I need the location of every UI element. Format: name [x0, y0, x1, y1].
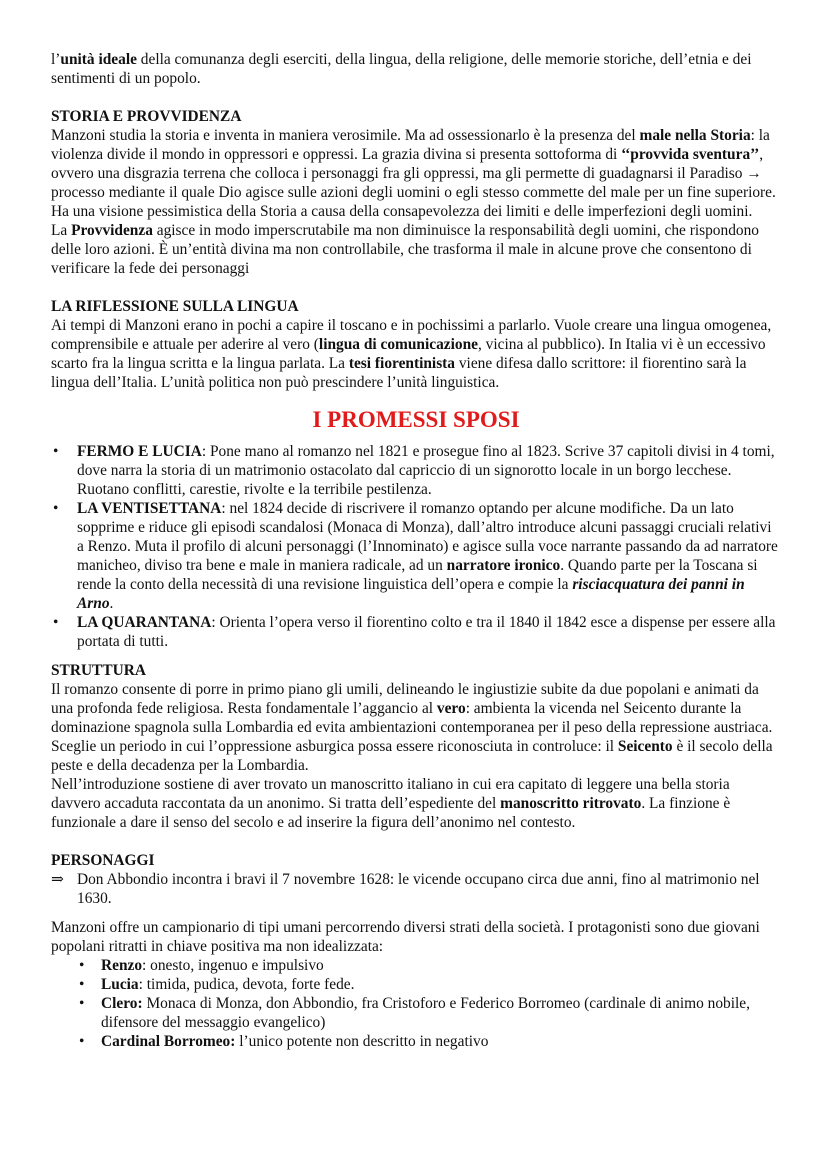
text-run: La: [51, 222, 72, 239]
bold-text: vero: [436, 700, 466, 717]
bold-text: risciacquatura dei panni in Arno: [77, 576, 745, 612]
right-double-arrow-icon: ⇒: [51, 871, 64, 888]
arrow-note: [51, 870, 781, 908]
arrow-note-text: Don Abbondio incontra i bravi il 7 novembre 1628: le vicende occupano circa due anni, fino al matrimonio nel 1630.: [77, 871, 760, 907]
text-run: , vicina al pubblico). In Italia vi è un eccessivo scarto fra la lingua scritta e la lingua parlata. La: [51, 336, 766, 372]
lingua-paragraph: [51, 316, 781, 392]
bold-text: ‘‘provvida sventura’’: [621, 146, 760, 163]
bold-text: Clero:: [101, 995, 143, 1012]
text-run: Il romanzo consente di porre in primo piano gli umili, delineando le ingiustizie subite da due popolani e animati da una profonda fede religiosa. Resta fondamentale l’aggancio al: [51, 681, 759, 717]
bold-text: Cardinal Borromeo:: [101, 1033, 236, 1050]
intro-text-start: l’: [51, 51, 61, 68]
bold-text: tesi fiorentinista: [348, 355, 455, 372]
heading-personaggi: PERSONAGGI: [51, 852, 155, 869]
text-run: : Orienta l’opera verso il fiorentino colto e tra il 1840 il 1842 esce a dispense per essere alla portata di tutti.: [77, 614, 776, 650]
storia-paragraph-1: [51, 126, 781, 221]
heading-lingua: LA RIFLESSIONE SULLA LINGUA: [51, 298, 299, 315]
section-title-promessi-sposi: I PROMESSI SPOSI: [312, 407, 520, 432]
struttura-paragraph-1: [51, 680, 781, 775]
text-run: viene difesa dallo scrittore: il fiorentino sarà la lingua dell’Italia. L’unità politica non può prescindere l’unità linguistica.: [51, 355, 747, 391]
list-item: [51, 499, 781, 613]
bold-text: lingua di comunicazione: [318, 336, 478, 353]
text-run: , ovvero una disgrazia terrena che colloca i personaggi fra gli oppressi, ma gli permette di guadagnarsi il Paradiso: [51, 146, 764, 182]
bold-text: FERMO E LUCIA: [77, 443, 202, 460]
bold-text: Lucia: [101, 976, 139, 993]
heading-struttura: STRUTTURA: [51, 662, 146, 679]
intro-bold: unità ideale: [60, 51, 137, 68]
text-run: processo mediante il quale Dio agisce sulle azioni degli uomini o egli stesso commette del male per un fine superiore. Ha una visione pessimistica della Storia a causa della consapevolezza dei limiti e delle imperfezioni degli uomini.: [51, 184, 776, 220]
bold-text: male nella Storia: [639, 127, 751, 144]
intro-paragraph: [51, 50, 781, 88]
text-run: : la violenza divide il mondo in oppressori e oppressi. La grazia divina si presenta sottoforma di: [51, 127, 770, 163]
bold-text: Provvidenza: [71, 222, 153, 239]
bold-text: Seicento: [617, 738, 673, 755]
personaggi-paragraph: Manzoni offre un campionario di tipi umani percorrendo diversi strati della società. I protagonisti sono due giovani popolani ritratti in chiave positiva ma non idealizzata:: [51, 919, 760, 955]
bold-text: →: [746, 165, 762, 182]
heading-storia: STORIA E PROVVIDENZA: [51, 108, 242, 125]
text-run: . Quando parte per la Toscana si rende la conto della necessità di una revisione linguistica dell’opera e compie la: [77, 557, 758, 593]
struttura-paragraph-2: [51, 775, 781, 832]
list-item: [51, 975, 781, 994]
text-run: .: [109, 595, 114, 612]
list-item: [51, 956, 781, 975]
bold-text: narratore ironico: [446, 557, 561, 574]
document-page: [51, 50, 781, 1051]
bold-text: LA QUARANTANA: [77, 614, 212, 631]
list-item: [51, 442, 781, 499]
bold-text: manoscritto ritrovato: [500, 795, 642, 812]
text-run: : Pone mano al romanzo nel 1821 e prosegue fino al 1823. Scrive 37 capitoli divisi in 4 tomi, dove narra la storia di un matrimonio ostacolato dal capriccio di un signorotto locale in un borgo lecchese. Ruotano conflitti, carestie, rivolte e la terribile pestilenza.: [77, 443, 775, 498]
list-item: [51, 1032, 781, 1051]
list-item: [51, 613, 781, 651]
edizioni-list: [51, 442, 781, 651]
text-run: : onesto, ingenuo e impulsivo: [142, 957, 324, 974]
text-run: : ambienta la vicenda nel Seicento durante la dominazione spagnola sulla Lombardia ed evita ambientazioni contemporanea per il peso della repressione austriaca. Sceglie un periodo in cui l’oppressione asburgica possa essere riconosciuta in controluce: il: [51, 700, 773, 755]
text-run: : nel 1824 decide di riscrivere il romanzo optando per alcune modifiche. Da un lato sopprime e riduce gli episodi scandalosi (Monaca di Monza), dall’altro introduce alcuni passaggi cruciali relativi a Renzo. Muta il profilo di alcuni personaggi (l’Innominato) e agisce sulla voce narrante passando da ad narratore manicheo, diviso tra bene e male in maniera radicale, ad un: [77, 500, 778, 574]
text-run: Ai tempi di Manzoni erano in pochi a capire il toscano e in pochissimi a parlarlo. Vuole creare una lingua omogenea, comprensibile e attuale per aderire al vero (: [51, 317, 772, 353]
text-run: l’unico potente non descritto in negativo: [235, 1033, 489, 1050]
text-run: Manzoni studia la storia e inventa in maniera verosimile. Ma ad ossessionarlo è la presenza del: [51, 127, 640, 144]
text-run: Nell’introduzione sostiene di aver trovato un manoscritto italiano in cui era capitato di leggere una bella storia davvero accaduta raccontata da un anonimo. Si tratta dell’espediente del: [51, 776, 730, 812]
text-run: . La finzione è funzionale a dare il senso del secolo e ad inserire la figura dell’anonimo nel contesto.: [51, 795, 731, 831]
storia-paragraph-2: [51, 221, 781, 278]
list-item: [51, 994, 781, 1032]
text-run: agisce in modo imperscrutabile ma non diminuisce la responsabilità degli uomini, che rispondono delle loro azioni. È un’entità divina ma non controllabile, che trasforma il male in alcune prove che consentono di verificare la fede dei personaggi: [51, 222, 759, 277]
intro-text-end: della comunanza degli eserciti, della lingua, della religione, delle memorie storiche, dell’etnia e dei sentimenti di un popolo.: [51, 51, 752, 87]
text-run: : timida, pudica, devota, forte fede.: [138, 976, 355, 993]
text-run: Monaca di Monza, don Abbondio, fra Cristoforo e Federico Borromeo (cardinale di animo nobile, difensore del messaggio evangelico): [101, 995, 750, 1031]
personaggi-list: [51, 956, 781, 1051]
bold-text: LA VENTISETTANA: [77, 500, 222, 517]
text-run: è il secolo della peste e della decadenza per la Lombardia.: [51, 738, 773, 774]
bold-text: Renzo: [101, 957, 143, 974]
